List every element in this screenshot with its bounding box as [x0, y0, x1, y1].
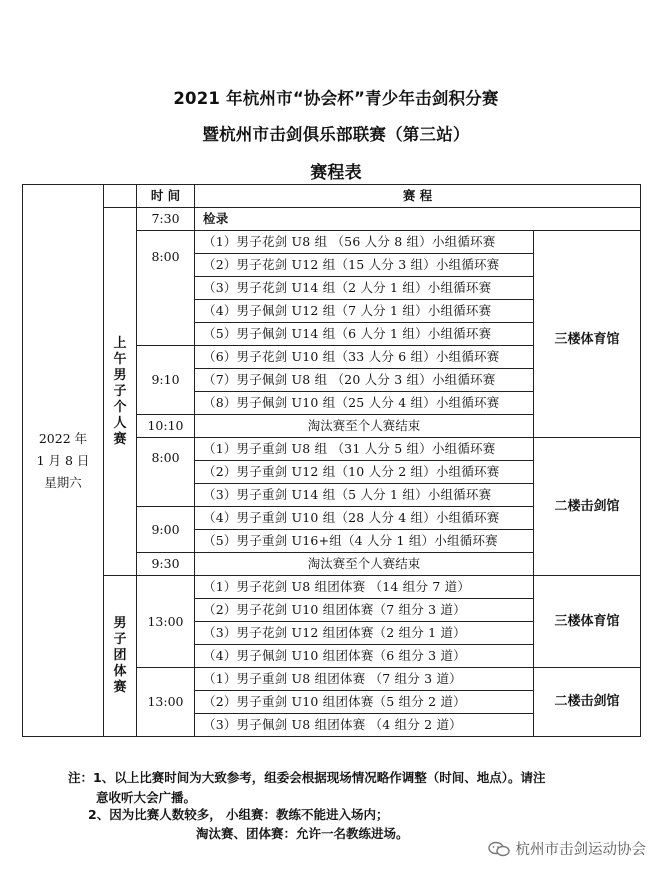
event-cell: （3）男子佩剑 U8 组团体赛 （4 组分 2 道） — [195, 714, 534, 737]
venue-cell: 二楼击剑馆 — [534, 668, 641, 737]
note-1: 注：1、以上比赛时间为大致参考，组委会根据现场情况略作调整（时间、地点）。请注 — [68, 770, 546, 785]
event-cell: 检录 — [195, 208, 641, 231]
venue-cell: 三楼体育馆 — [534, 231, 641, 438]
event-cell: 淘汰赛至个人赛结束 — [195, 553, 534, 576]
event-cell: （5）男子重剑 U16+组（4 人分 1 组）小组循环赛 — [195, 530, 534, 553]
note-2: 2、因为比赛人数较多， 小组赛：教练不能进入场内； — [88, 807, 389, 822]
wechat-icon — [488, 841, 510, 857]
note-2-continued: 淘汰赛、团体赛：允许一名教练进场。 — [196, 826, 409, 841]
time-cell: 9:30 — [137, 553, 195, 576]
header-blank — [104, 185, 137, 208]
section-team-label: 男子团体赛 — [113, 616, 127, 695]
section-men-team — [104, 576, 137, 737]
section-men-individual — [104, 208, 137, 576]
time-cell: 7:30 — [137, 208, 195, 231]
page-title: 赛程表 — [310, 163, 362, 183]
venue-cell: 二楼击剑馆 — [534, 438, 641, 576]
section-individual-label: 男子个人赛 — [113, 367, 127, 447]
venue-cell: 三楼体育馆 — [534, 576, 641, 668]
event-cell: （2）男子花剑 U12 组（15 人分 3 组）小组循环赛 — [195, 254, 534, 277]
event-cell: （6）男子花剑 U10 组（33 人分 6 组）小组循环赛 — [195, 346, 534, 369]
header-time: 时 间 — [137, 185, 195, 208]
time-cell: 10:10 — [137, 415, 195, 438]
table-header-row — [23, 185, 641, 208]
watermark-text: 杭州市击剑运动协会 — [515, 842, 646, 858]
event-cell: （1）男子花剑 U8 组团体赛 （14 组分 7 道） — [195, 576, 534, 599]
table-row — [23, 576, 641, 599]
event-cell: （1）男子重剑 U8 组团体赛 （7 组分 3 道） — [195, 668, 534, 691]
event-cell: （1）男子花剑 U8 组 （56 人分 8 组）小组循环赛 — [195, 231, 534, 254]
event-cell: （4）男子佩剑 U12 组（7 人分 1 组）小组循环赛 — [195, 300, 534, 323]
event-cell: （2）男子重剑 U10 组团体赛（5 组分 2 道） — [195, 691, 534, 714]
event-cell: （1）男子重剑 U8 组 （31 人分 5 组）小组循环赛 — [195, 438, 534, 461]
header-schedule: 赛 程 — [195, 185, 641, 208]
date-year: 2022 年 — [38, 430, 88, 446]
event-cell: （8）男子佩剑 U10 组（25 人分 4 组）小组循环赛 — [195, 392, 534, 415]
date-cell — [23, 185, 104, 737]
time-cell: 8:00 — [137, 438, 195, 507]
event-cell: 淘汰赛至个人赛结束 — [195, 415, 534, 438]
note-1-continued: 意收听大会广播。 — [96, 790, 197, 805]
title-line-2: 暨杭州市击剑俱乐部联赛（第三站） — [202, 125, 470, 144]
section-morning-label: 上午 — [113, 335, 127, 367]
event-cell: （3）男子花剑 U14 组（2 人分 1 组）小组循环赛 — [195, 277, 534, 300]
event-cell: （3）男子花剑 U12 组团体赛（2 组分 1 道） — [195, 622, 534, 645]
time-cell: 9:00 — [137, 507, 195, 553]
date-weekday: 星期六 — [44, 474, 82, 490]
watermark — [488, 838, 647, 859]
event-cell: （7）男子佩剑 U8 组 （20 人分 3 组）小组循环赛 — [195, 369, 534, 392]
time-cell: 9:10 — [137, 346, 195, 415]
table-row — [23, 208, 641, 231]
date-day: 1 月 8 日 — [36, 452, 90, 468]
event-cell: （3）男子重剑 U14 组（5 人分 1 组）小组循环赛 — [195, 484, 534, 507]
title-line-1: 2021 年杭州市“协会杯”青少年击剑积分赛 — [173, 89, 499, 108]
event-cell: （4）男子佩剑 U10 组团体赛（6 组分 3 道） — [195, 645, 534, 668]
schedule-table — [22, 184, 641, 737]
time-cell: 13:00 — [137, 668, 195, 737]
time-cell: 8:00 — [137, 231, 195, 346]
event-cell: （2）男子花剑 U10 组团体赛（7 组分 3 道） — [195, 599, 534, 622]
event-cell: （4）男子重剑 U10 组（28 人分 4 组）小组循环赛 — [195, 507, 534, 530]
event-cell: （5）男子佩剑 U14 组（6 人分 1 组）小组循环赛 — [195, 323, 534, 346]
time-cell: 13:00 — [137, 576, 195, 668]
event-cell: （2）男子重剑 U12 组（10 人分 2 组）小组循环赛 — [195, 461, 534, 484]
